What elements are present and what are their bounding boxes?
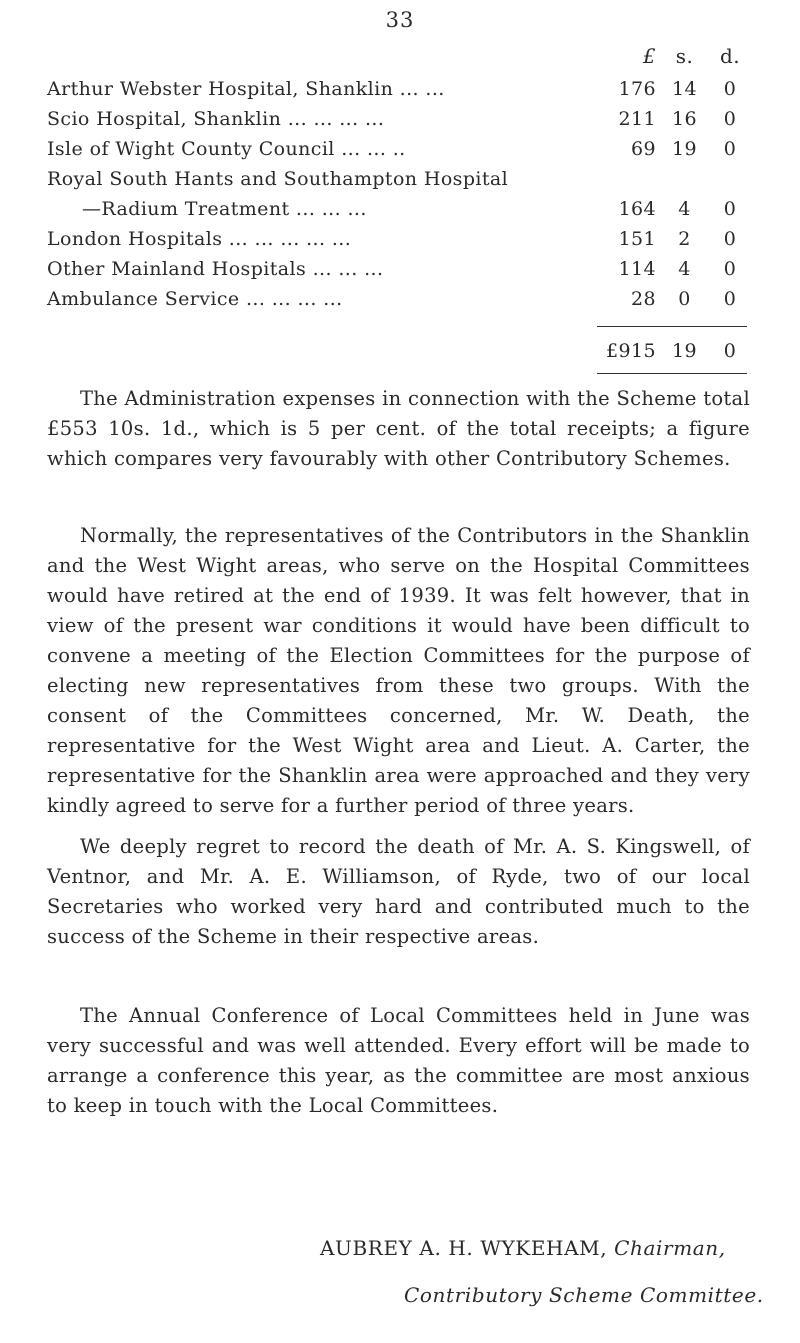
- ledger-row: [47, 198, 747, 228]
- row-pence: 0: [723, 108, 737, 130]
- row-pence: 0: [723, 78, 737, 100]
- row-shillings: 2: [678, 228, 691, 250]
- page-number: 33: [385, 8, 415, 32]
- total-rule-bottom: [597, 373, 747, 374]
- row-label: Other Mainland Hospitals ... ... ...: [47, 258, 384, 280]
- total-shillings: 19: [672, 340, 697, 362]
- row-pounds: 164: [618, 198, 656, 220]
- ledger-row: [47, 228, 747, 258]
- row-pounds: 176: [618, 78, 656, 100]
- ledger-header-row: [47, 44, 747, 74]
- row-label: Ambulance Service ... ... ... ...: [47, 288, 343, 310]
- body-text: [47, 521, 750, 821]
- signatory-committee: Contributory Scheme Committee.: [404, 1283, 764, 1307]
- body-text: [47, 384, 750, 474]
- paragraph-annual-conference: The Annual Conference of Local Committees held in June was very successful and was well attended. Every effort will be made to arrange a conference this year, as the committee are most anxious to keep in touch with the Local Committees.: [47, 1004, 750, 1117]
- row-shillings: 4: [678, 258, 691, 280]
- total-pence: 0: [723, 340, 737, 362]
- ledger-row: [47, 288, 747, 318]
- row-pounds: 211: [618, 108, 656, 130]
- paragraph-condolences: We deeply regret to record the death of Mr. A. S. Kingswell, of Ventnor, and Mr. A. E. Williamson, of Ryde, two of our local Secretaries who worked very hard and contributed much to the success of the Scheme in their respective areas.: [47, 835, 750, 948]
- row-label: Arthur Webster Hospital, Shanklin ... ...: [47, 78, 445, 100]
- row-label: Scio Hospital, Shanklin ... ... ... ...: [47, 108, 385, 130]
- shillings-header: s.: [675, 44, 694, 68]
- row-pence: 0: [723, 228, 737, 250]
- ledger-total-row: [47, 340, 747, 370]
- signatory-role: Chairman,: [614, 1236, 726, 1260]
- signatory-name: AUBREY A. H. WYKEHAM,: [320, 1236, 608, 1260]
- row-pounds: 151: [618, 228, 656, 250]
- ledger-row: [47, 108, 747, 138]
- row-pence: 0: [723, 258, 737, 280]
- total-rule-top: [597, 326, 747, 327]
- row-pounds: 69: [631, 138, 656, 160]
- pence-header: d.: [720, 44, 740, 68]
- pounds-header: £: [642, 44, 656, 68]
- body-text: [47, 832, 750, 952]
- ledger-row: [47, 258, 747, 288]
- row-pounds: 114: [618, 258, 656, 280]
- row-pence: 0: [723, 138, 737, 160]
- row-shillings: 16: [672, 108, 697, 130]
- row-pounds: 28: [631, 288, 656, 310]
- row-pence: 0: [723, 198, 737, 220]
- row-shillings: 19: [672, 138, 697, 160]
- row-shillings: 0: [678, 288, 691, 310]
- row-pence: 0: [723, 288, 737, 310]
- row-label: Royal South Hants and Southampton Hospital: [47, 168, 509, 190]
- ledger-row: [47, 138, 747, 168]
- signatory-line: [320, 1236, 726, 1260]
- ledger-row: [47, 168, 747, 198]
- total-pounds: £915: [606, 340, 656, 362]
- paragraph-representatives: Normally, the representatives of the Contributors in the Shanklin and the West Wight areas, who serve on the Hospital Committees would have retired at the end of 1939. It was felt however, that in view of the present war conditions it would have been difficult to convene a meeting of the Election Committees for the purpose of electing new representatives from these two groups. With the consent of the Committees concerned, Mr. W. Death, the representative for the West Wight area and Lieut. A. Carter, the representative for the Shanklin area were approached and they very kindly agreed to serve for a further period of three years.: [47, 524, 750, 817]
- row-label: Isle of Wight County Council ... ... ..: [47, 138, 406, 160]
- row-label: —Radium Treatment ... ... ...: [82, 198, 367, 220]
- row-shillings: 14: [672, 78, 697, 100]
- body-text: [47, 1001, 750, 1121]
- ledger-row: [47, 78, 747, 108]
- row-label: London Hospitals ... ... ... ... ...: [47, 228, 352, 250]
- row-shillings: 4: [678, 198, 691, 220]
- paragraph-administration-expenses: The Administration expenses in connection with the Scheme total £553 10s. 1d., which is 5 per cent. of the total receipts; a figure which compares very favourably with other Contributory Schemes.: [47, 387, 750, 470]
